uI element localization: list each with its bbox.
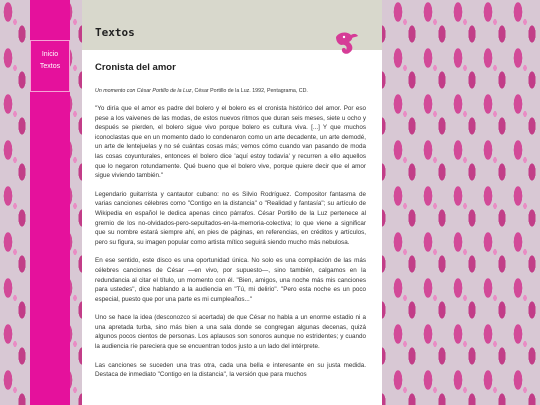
page-header (82, 0, 382, 50)
article-paragraph: Las canciones se suceden una tras otra, cada una bella e interesante en su justa medida. Destaca de inmediato "Contigo en la distancia", la versión que para muchos (95, 361, 366, 379)
seahorse-logo-icon (330, 28, 360, 58)
article-citation (95, 87, 366, 95)
article-paragraph: Uno se hace la idea (desconozco si acertada) de que César no habla a un enorme estadio ni a una apretada turba, sino más bien a una sala donde se congregan algunas decenas, quizá algunos pocos cientos de personas. Los aplausos son sonoros aunque no estridentes; y cuando la audiencia ríe pareciera que se encuentran todos justo a un lado del intérprete. (95, 314, 366, 351)
citation-album-title: Un momento con César Portillo de la Luz (95, 88, 192, 94)
page-title: Textos (95, 26, 135, 39)
sidebar-nav (30, 40, 70, 92)
article-title: Cronista del amor (95, 62, 176, 73)
nav-link-inicio[interactable]: Inicio (41, 51, 59, 58)
article-paragraph: Legendario guitarrista y cantautor cubano: no es Silvio Rodríguez. Compositor fantasma de varias canciones célebres como "Contigo en la distancia" o "Realidad y fantasía"; su artículo de Wikipedia en español le dedica apenas cinco párrafos. César Portillo de la Luz pertenece al gremio de los no-olvidados-pero-sepultados-en-la-memoria-colectiva; lo que viene a significar que su nombre estará siempre ahí, en pies de páginas, en referencias, en créditos y artículos, pero su figura, su imagen popular como artista mítico seguirá siendo mucho más nebulosa. (95, 190, 366, 246)
article-paragraph: "Yo diría que el amor es padre del bolero y el bolero es el cronista histórico del amor. Por eso pese a los vaivenes de las modas, de estos nuevos ritmos que duran seis meses, siete u ocho y después se pierden, el bolero sigue vivo porque bolero es cultura viva. [...] Y que muchos iconoclastas que en un momento dado lo condenaron como un arte decadente, un arte demodé, un arte de lentejuelas y no sé cuántas cosas más; vemos cómo cuando van pasando de moda las cosas coyunturales, entonces el bolero dice 'aquí estoy todavía' y recurren a ello aquellos que lo negaron rotundamente. Qué bueno que el bolero vive, porque quiere decir que el amor sigue viviendo también." (95, 105, 366, 180)
page-content (82, 0, 382, 405)
article-paragraph: En ese sentido, este disco es una oportunidad única. No solo es una compilación de las más célebres canciones de César —en vivo, por supuesto—, sino también, calgamos en la redundancia al citar el título, un momento con él. "Bien, amigos, una noche más mis canciones para ustedes", dice hablando a la audiencia en "Tú, mi delirio". "Pero esta noche es un poco especial, puesto que por una parte es mi cumpleaños..." (95, 257, 366, 303)
nav-link-textos[interactable]: Textos (39, 63, 61, 70)
citation-details: , César Portillo de la Luz. 1992, Pentagrama, CD. (191, 88, 308, 94)
article (95, 62, 366, 389)
